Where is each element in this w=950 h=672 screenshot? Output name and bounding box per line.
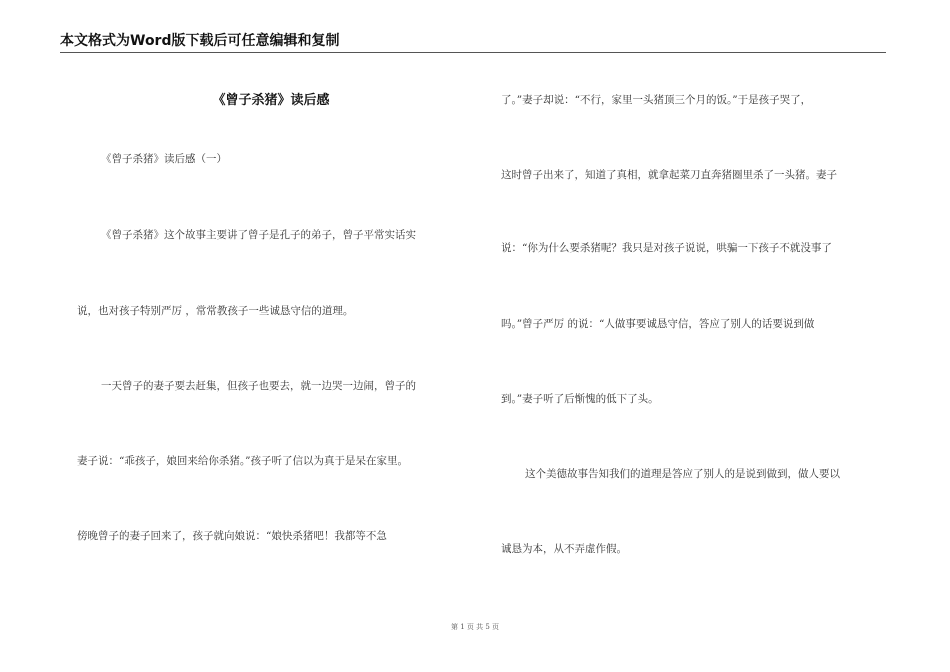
text-line: 到。”妻子听了后惭愧的低下了头。: [501, 393, 659, 405]
header-text: 本文格式为Word版下载后可任意编辑和复制: [60, 33, 340, 49]
text-line: 妻子说：“乖孩子，娘回来给你杀猪。”孩子听了信以为真于是呆在家里。: [77, 455, 408, 467]
text-line: 吗。”曾子严厉 的说：“人做事要诚恳守信，答应了别人的话要说到做: [501, 318, 815, 330]
text-line: 《曾子杀猪》读后感（一）: [101, 153, 227, 165]
text-line: 了。”妻子却说：“不行，家里一头猪顶三个月的饭。”于是孩子哭了，: [501, 94, 812, 106]
text-line: 诚恳为本，从不弄虚作假。: [501, 543, 627, 555]
text-line: 这时曾子出来了，知道了真相，就拿起菜刀直奔猪圈里杀了一头猪。妻子: [501, 169, 837, 181]
text-line: 《曾子杀猪》这个故事主要讲了曾子是孔子的弟子，曾子平常实话实: [101, 229, 416, 241]
text-line: 一天曾子的妻子要去赶集，但孩子也要去，就一边哭一边闹，曾子的: [101, 380, 416, 392]
text-line: 这个美德故事告知我们的道理是答应了别人的是说到做到，做人要以: [525, 468, 840, 480]
text-line: 傍晚曾子的妻子回来了，孩子就向娘说：“娘快杀猪吧！我都等不急: [77, 530, 387, 542]
text-line: 说，也对孩子特别严厉 ，常常教孩子一些诚恳守信的道理。: [77, 305, 354, 317]
page-header: [60, 32, 886, 53]
document-title: 《曾子杀猪》读后感: [212, 93, 330, 108]
page-number: 第 1 页 共 5 页: [450, 623, 500, 631]
text-line: 说：“你为什么要杀猪呢？我只是对孩子说说，哄骗一下孩子不就没事了: [501, 242, 832, 254]
